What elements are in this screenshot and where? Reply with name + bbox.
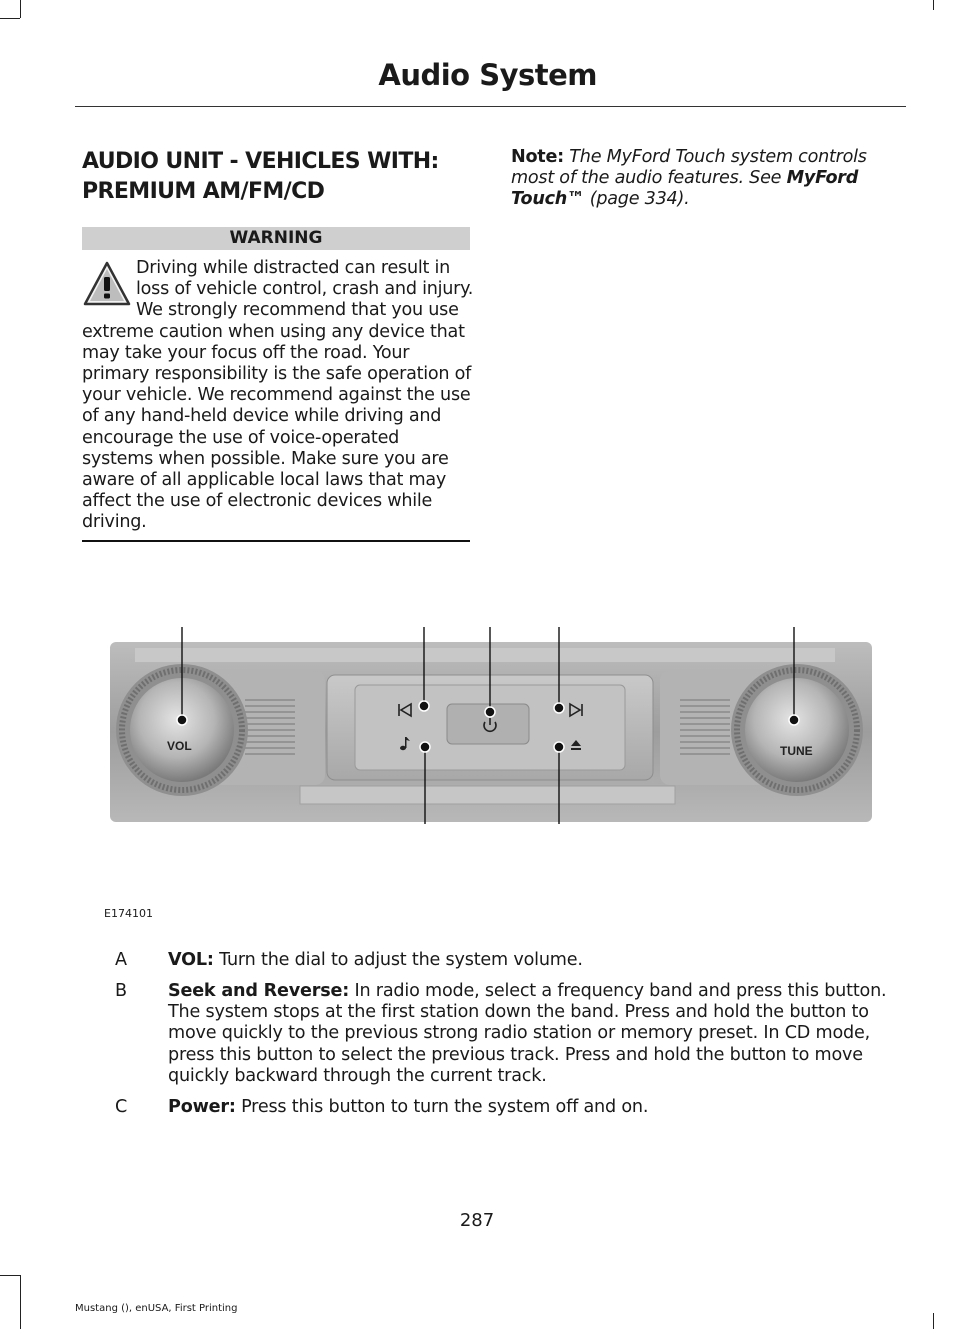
callout-body: Turn the dial to adjust the system volume. [213,950,583,970]
note-page-ref: (page 334). [584,189,690,209]
warning-triangle-icon [82,260,132,308]
audio-unit-illustration [105,620,875,830]
callout-description [168,1097,888,1118]
warning-label: WARNING [82,227,470,250]
callout-letter: A [115,950,127,970]
callout-letter: B [115,981,127,1001]
tune-knob-label: TUNE [780,744,813,758]
note-paragraph [511,147,911,210]
note-text: The MyFord Touch system controls most of the audio features. See [511,147,867,188]
callout-term: Seek and Reverse: [168,981,350,1001]
callout-letter: C [115,1097,128,1117]
callout-description [168,981,888,1087]
crop-mark [20,0,21,18]
header-divider [75,106,906,107]
vol-knob-label: VOL [167,739,192,753]
figure-id: E174101 [104,907,153,920]
crop-mark [933,1313,934,1329]
page-number: 287 [459,1210,495,1231]
warning-text: Driving while distracted can result in loss of vehicle control, crash and injury. We strongly recommend that you use extreme caution when using any device that may take your focus off the road. Your primary responsibility is the safe operation of your vehicle. We recommend against the use of any hand-held device while driving and encourage the use of voice-operated systems when possible. Make sure you are aware of all applicable local laws that may affect the use of electronic devices while driving. [82,258,474,533]
crop-mark [0,1275,20,1276]
myford-touch-link[interactable]: MyFord Touch™ [511,168,859,209]
warning-divider [82,540,470,542]
crop-mark [933,0,934,10]
callout-term: Power: [168,1097,236,1117]
callout-term: VOL: [168,950,214,970]
page-header-title: Audio System [378,58,597,92]
footer-text: Mustang (), enUSA, First Printing [75,1303,238,1314]
note-label: Note: [511,147,564,167]
callout-body: Press this button to turn the system off and on. [235,1097,649,1117]
callout-body: In radio mode, select a frequency band and press this button. The system stops at the first station down the band. Press and hold the button to move quickly to the previous strong radio station or memory preset. In CD mode, press this button to select the previous track. Press and hold the button to move quickly backward through the current track. [168,981,887,1086]
warning-block [82,258,474,534]
crop-mark [0,18,20,19]
callout-description [168,950,888,971]
section-heading: AUDIO UNIT - VEHICLES WITH: PREMIUM AM/FM/CD [82,149,439,204]
crop-mark [20,1275,21,1329]
